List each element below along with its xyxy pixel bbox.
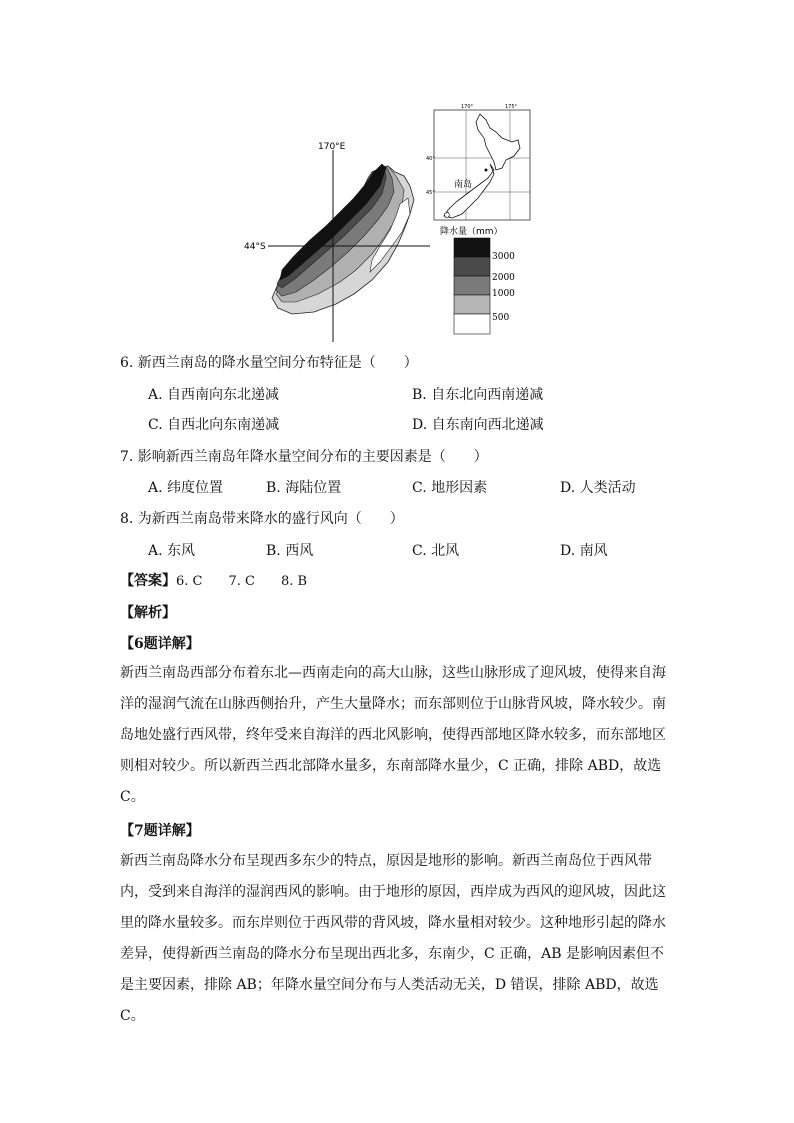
question-6-option-c: C. 自西北向东南递减	[148, 417, 280, 433]
south-island-precip-map	[272, 164, 414, 314]
question-8-option-d: D. 南风	[560, 543, 608, 559]
question-8-option-a: A. 东风	[148, 543, 196, 559]
detail-6-line: C。	[120, 789, 145, 805]
capital-marker	[485, 169, 488, 172]
inset-lon-175: 175°	[505, 104, 518, 110]
question-6-stem: 6. 新西兰南岛的降水量空间分布特征是（ ）	[120, 355, 418, 371]
precipitation-map-figure	[0, 0, 794, 345]
legend-swatch-4	[454, 295, 490, 314]
detail-7-line: 是主要因素，排除 AB；年降水量空间分布与人类活动无关，D 错误，排除 ABD，故选	[120, 977, 659, 993]
legend-swatch-1	[454, 238, 490, 257]
inset-lat-45: 45°	[426, 190, 435, 196]
lon-label: 170°E	[318, 142, 346, 152]
inset-lon-170: 170°	[461, 104, 474, 110]
lat-label: 44°S	[244, 242, 266, 252]
answer-text: 6. C 7. C 8. B	[176, 574, 308, 589]
question-8-option-c: C. 北风	[412, 543, 460, 559]
question-8-stem: 8. 为新西兰南岛带来降水的盛行风向（ ）	[120, 511, 404, 527]
island-label: 南岛	[454, 180, 473, 190]
detail-7-paragraph	[120, 846, 668, 1032]
detail-7-line: 新西兰南岛降水分布呈现西多东少的特点，原因是地形的影响。新西兰南岛位于西风带	[120, 853, 652, 869]
question-6-option-d: D. 自东南向西北递减	[412, 417, 544, 433]
detail-7-line: C。	[120, 1008, 145, 1024]
question-6-option-b: B. 自东北向西南递减	[412, 387, 544, 403]
detail-6-line: 洋的湿润气流在山脉西侧抬升，产生大量降水；而东部则位于山脉背风坡，降水较少。南	[120, 696, 666, 712]
detail-6-paragraph	[120, 658, 668, 813]
answer-line	[120, 570, 307, 590]
legend-value-3000: 3000	[492, 252, 515, 262]
detail-6-title: 【6题详解】	[120, 636, 200, 652]
analysis-label: 【解析】	[120, 605, 176, 621]
legend-swatch-3	[454, 276, 490, 295]
question-7-option-d: D. 人类活动	[560, 480, 636, 496]
detail-7-line: 里的降水量较多。而东岸则位于西风带的背风坡，降水量相对较少。这种地形引起的降水	[120, 915, 666, 931]
detail-6-line: 则相对较少。所以新西兰西北部降水量多，东南部降水量少，C 正确，排除 ABD，故选	[120, 758, 662, 774]
detail-7-line: 内，受到来自海洋的湿润西风的影响。由于地形的原因，西岸成为西风的迎风坡，因此这	[120, 884, 666, 900]
question-7-stem: 7. 影响新西兰南岛年降水量空间分布的主要因素是（ ）	[120, 449, 488, 465]
detail-6-line: 岛地处盛行西风带，终年受来自海洋的西北风影响，使得西部地区降水较多，而东部地区	[120, 727, 666, 743]
detail-6-line: 新西兰南岛西部分布着东北—西南走向的高大山脉，这些山脉形成了迎风坡，使得来自海	[120, 665, 666, 681]
question-8-option-b: B. 西风	[266, 543, 314, 559]
question-6-option-a: A. 自西南向东北递减	[148, 387, 280, 403]
legend-value-500: 500	[492, 313, 510, 323]
legend-title: 降水量（mm）	[440, 227, 503, 237]
detail-7-title: 【7题详解】	[120, 823, 200, 839]
legend-value-2000: 2000	[492, 273, 515, 283]
legend-swatch-5	[454, 314, 490, 334]
detail-7-line: 差异，使得新西兰南岛的降水分布呈现出西北多，东南少，C 正确，AB 是影响因素但不	[120, 946, 665, 962]
question-7-option-b: B. 海陆位置	[266, 480, 342, 496]
legend-swatch-2	[454, 257, 490, 276]
inset-locator-map	[426, 104, 530, 220]
question-7-option-c: C. 地形因素	[412, 480, 488, 496]
answer-label: 【答案】	[120, 573, 176, 589]
inset-lat-40: 40°	[426, 156, 435, 162]
legend-value-1000: 1000	[492, 289, 515, 299]
question-7-option-a: A. 纬度位置	[148, 480, 224, 496]
precipitation-legend	[440, 225, 515, 334]
